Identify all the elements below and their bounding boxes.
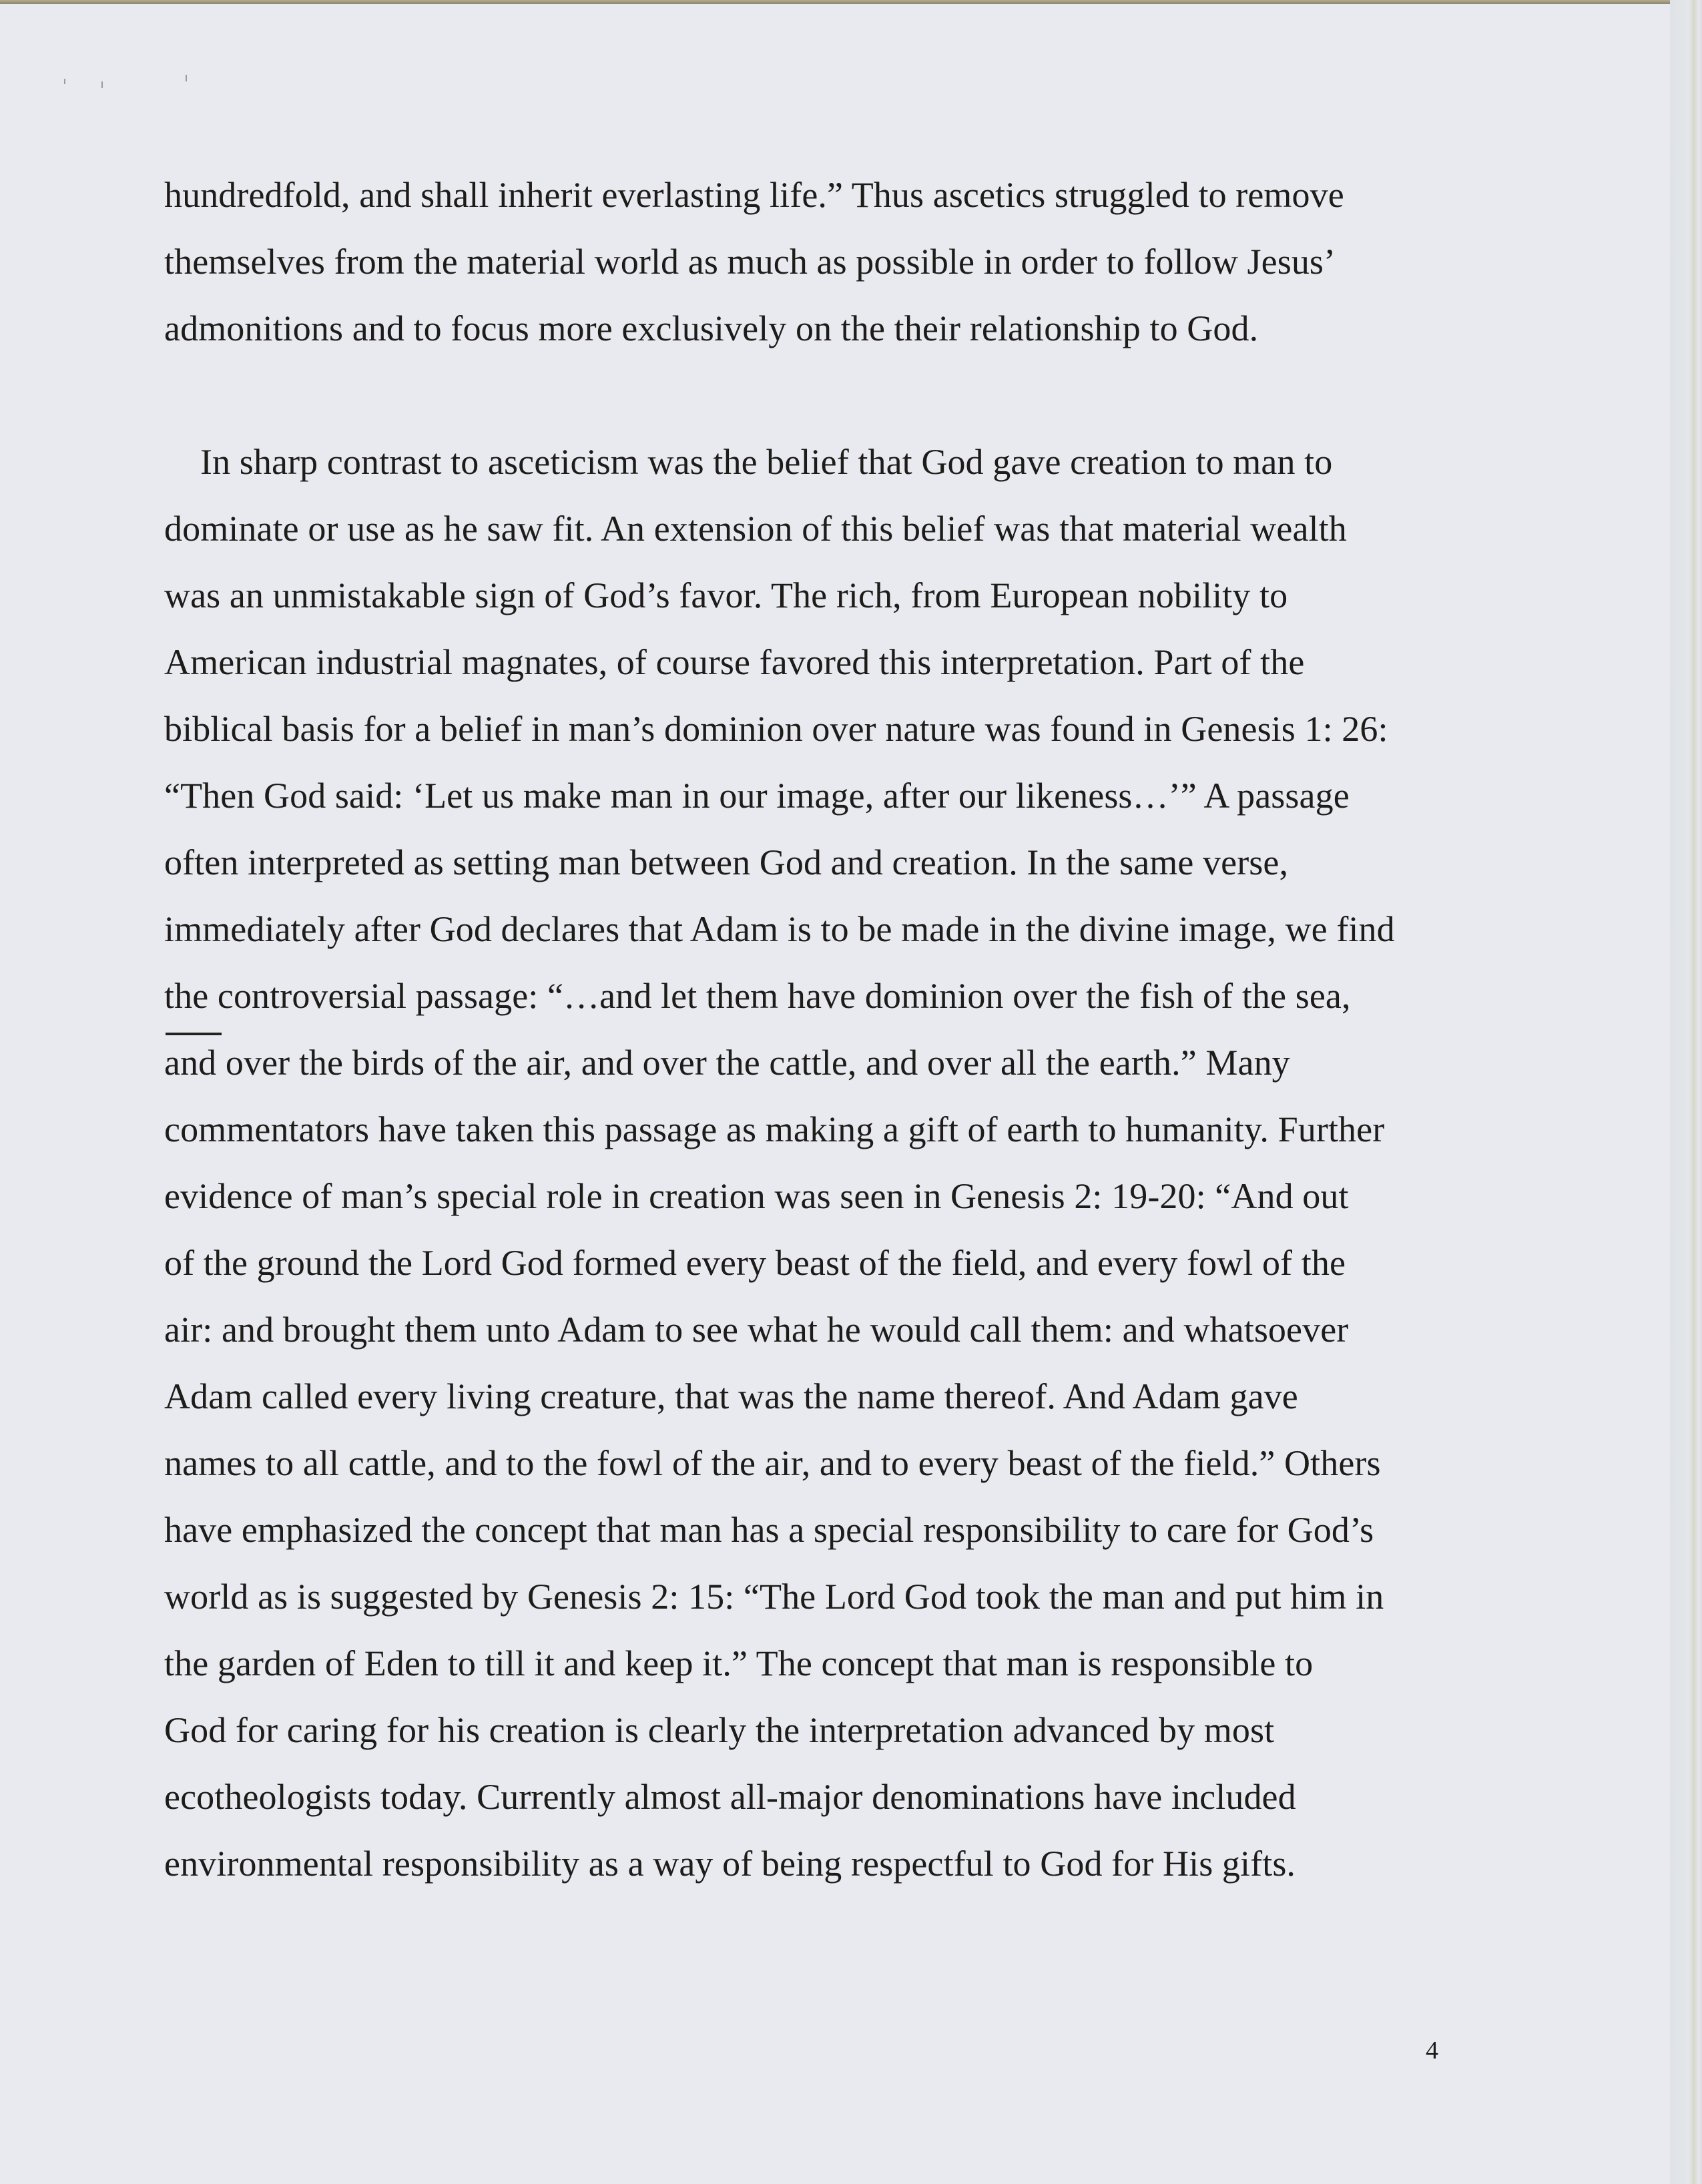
text-line: the controversial passage: “…and let them have dominion over the fish of the sea, (164, 976, 1351, 1016)
scan-speck (186, 75, 187, 81)
text-line: environmental responsibility as a way of being respectful to God for His gifts. (164, 1844, 1296, 1884)
scan-speck (101, 81, 103, 88)
text-line: was an unmistakable sign of God’s favor. The rich, from European nobility to (164, 575, 1288, 615)
text-line: ecotheologists today. Currently almost all-major denominations have included (164, 1777, 1296, 1817)
scan-speck (64, 79, 65, 84)
text-line: and over the birds of the air, and over the cattle, and over all the earth.” Many (164, 1043, 1290, 1083)
text-line: God for caring for his creation is clearly the interpretation advanced by most (164, 1710, 1275, 1750)
text-line: admonitions and to focus more exclusively on the their relationship to God. (164, 308, 1259, 348)
scan-top-edge (0, 0, 1675, 4)
text-line: often interpreted as setting man between God and creation. In the same verse, (164, 842, 1289, 882)
scan-right-edge (1670, 0, 1702, 2184)
text-line: Adam called every living creature, that was the name thereof. And Adam gave (164, 1376, 1298, 1416)
text-line: immediately after God declares that Adam is to be made in the divine image, we find (164, 909, 1395, 949)
page-number: 4 (1426, 2036, 1438, 2065)
text-line: “Then God said: ‘Let us make man in our image, after our likeness…’” A passage (164, 776, 1350, 816)
text-line: commentators have taken this passage as making a gift of earth to humanity. Further (164, 1109, 1385, 1149)
text-line: air: and brought them unto Adam to see what he would call them: and whatsoever (164, 1310, 1349, 1350)
text-line: the garden of Eden to till it and keep it.” The concept that man is responsible to (164, 1643, 1314, 1683)
text-line: American industrial magnates, of course favored this interpretation. Part of the (164, 642, 1305, 682)
text-line: biblical basis for a belief in man’s dominion over nature was found in Genesis 1: 26: (164, 709, 1388, 749)
handwritten-underline-mark (166, 1033, 222, 1035)
text-line: have emphasized the concept that man has a special responsibility to care for God’s (164, 1510, 1374, 1550)
text-line: dominate or use as he saw fit. An extension of this belief was that material wealth (164, 509, 1347, 549)
text-line: names to all cattle, and to the fowl of the air, and to every beast of the field.” Others (164, 1443, 1381, 1483)
text-line: evidence of man’s special role in creation was seen in Genesis 2: 19-20: “And out (164, 1176, 1349, 1216)
text-line: of the ground the Lord God formed every beast of the field, and every fowl of the (164, 1243, 1346, 1283)
text-line: world as is suggested by Genesis 2: 15: “The Lord God took the man and put him in (164, 1577, 1384, 1617)
text-line: hundredfold, and shall inherit everlasting life.” Thus ascetics struggled to remove (164, 175, 1344, 215)
text-line: themselves from the material world as much as possible in order to follow Jesus’ (164, 242, 1336, 282)
text-line: In sharp contrast to asceticism was the belief that God gave creation to man to (200, 442, 1333, 482)
